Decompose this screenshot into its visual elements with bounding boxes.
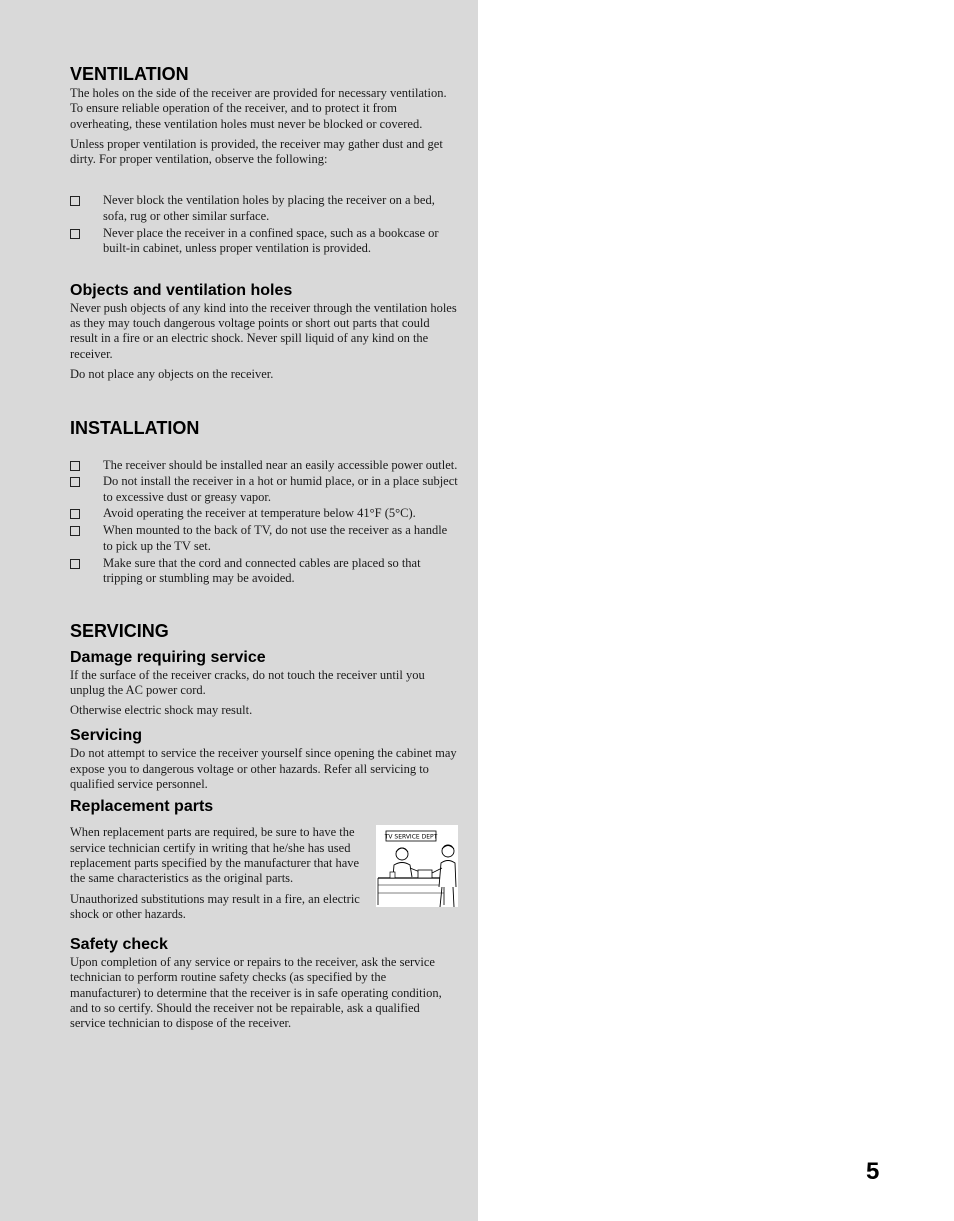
replacement-heading: Replacement parts bbox=[70, 798, 214, 816]
damage-paragraph-1: If the surface of the receiver cracks, do not touch the receiver until you unplug the AC power cord. bbox=[70, 667, 425, 697]
installation-list bbox=[70, 458, 458, 586]
replacement-paragraph-1: When replacement parts are required, be sure to have the service technician certify in writing that he/she has used replacement parts specified by the manufacturer that have the same characteristics as the original parts. bbox=[70, 825, 360, 886]
ventilation-paragraph-2: Unless proper ventilation is provided, the receiver may gather dust and get dirty. For proper ventilation, observe the following: bbox=[70, 136, 443, 167]
damage-heading: Damage requiring service bbox=[70, 648, 266, 666]
checkbox-bullet-icon bbox=[70, 559, 80, 569]
checkbox-bullet-icon bbox=[70, 526, 80, 536]
service-counter-illustration bbox=[376, 825, 458, 907]
checkbox-bullet-icon bbox=[70, 477, 80, 487]
replacement-paragraph-2: Unauthorized substitutions may result in a fire, an electric shock or other hazards. bbox=[70, 891, 360, 921]
replacement-block bbox=[70, 825, 458, 922]
safety-heading: Safety check bbox=[70, 936, 168, 954]
safety-content bbox=[70, 62, 458, 1032]
list-item: The receiver should be installed near an easily accessible power outlet. bbox=[70, 458, 458, 473]
ventilation-list bbox=[70, 193, 458, 256]
installation-heading: INSTALLATION bbox=[70, 418, 200, 439]
servicing-heading: SERVICING bbox=[70, 620, 169, 641]
safety-paragraph: Upon completion of any service or repairs to the receiver, ask the service technician to perform routine safety checks (as specified by the manufacturer) to determine that the receiver is in safe operating condition, and to so certify. Should the receiver not be repairable, ask a qualified service technician to dispose of the receiver. bbox=[70, 955, 442, 1031]
checkbox-bullet-icon bbox=[70, 509, 80, 519]
objects-heading: Objects and ventilation holes bbox=[70, 281, 293, 299]
ventilation-paragraph-1: The holes on the side of the receiver are provided for necessary ventilation. To ensure reliable operation of the receiver, and to protect it from overheating, these ventilation holes must never be blocked or covered. bbox=[70, 86, 447, 131]
servicing-paragraph: Do not attempt to service the receiver yourself since opening the cabinet may expose you to dangerous voltage or other hazards. Refer all servicing to qualified service personnel. bbox=[70, 746, 457, 792]
list-item: Do not install the receiver in a hot or humid place, or in a place subject to excessive dust or greasy vapor. bbox=[70, 474, 458, 505]
page-number: 5 bbox=[866, 1158, 880, 1185]
objects-paragraph-1: Never push objects of any kind into the receiver through the ventilation holes as they may touch dangerous voltage points or short out parts that could result in a fire or an electric shock. Never spill liquid of any kind on the receiver. bbox=[70, 300, 457, 361]
checkbox-bullet-icon bbox=[70, 196, 80, 206]
list-item: Make sure that the cord and connected cables are placed so that tripping or stumbling may be avoided. bbox=[70, 556, 458, 587]
checkbox-bullet-icon bbox=[70, 461, 80, 471]
list-item: Avoid operating the receiver at temperature below 41°F (5°C). bbox=[70, 506, 458, 521]
list-item: Never block the ventilation holes by placing the receiver on a bed, sofa, rug or other similar surface. bbox=[70, 193, 458, 224]
ventilation-heading: VENTILATION bbox=[70, 64, 189, 84]
objects-paragraph-2: Do not place any objects on the receiver. bbox=[70, 366, 274, 381]
sign-text: TV SERVICE DEPT bbox=[384, 833, 438, 841]
damage-paragraph-2: Otherwise electric shock may result. bbox=[70, 703, 253, 718]
list-item: When mounted to the back of TV, do not use the receiver as a handle to pick up the TV set. bbox=[70, 523, 458, 554]
checkbox-bullet-icon bbox=[70, 229, 80, 239]
list-item: Never place the receiver in a confined space, such as a bookcase or built-in cabinet, unless proper ventilation is provided. bbox=[70, 226, 458, 257]
servicing-subheading: Servicing bbox=[70, 727, 143, 745]
